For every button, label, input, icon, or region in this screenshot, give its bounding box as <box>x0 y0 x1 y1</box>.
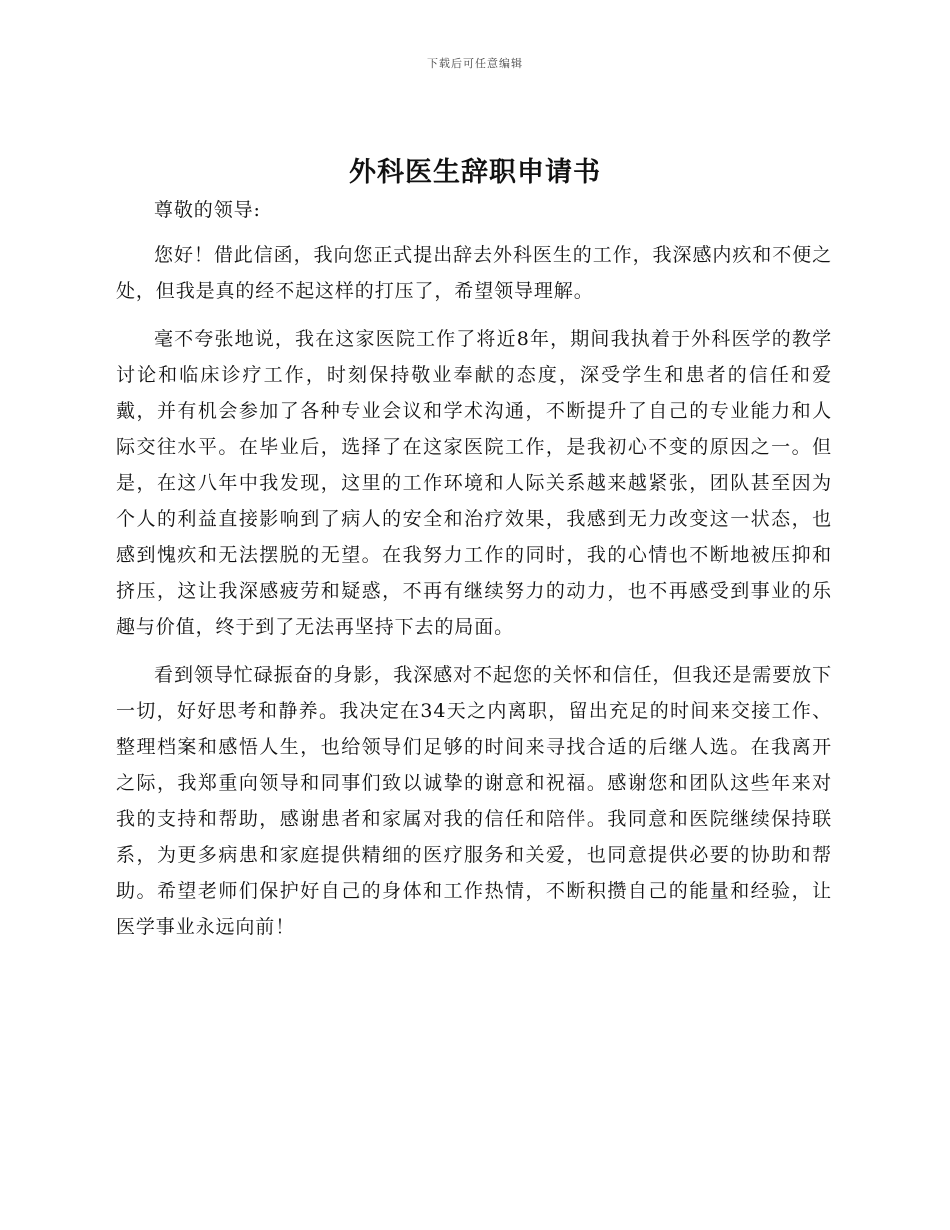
letter-body <box>116 196 832 957</box>
paragraph-background: 毫不夸张地说，我在这家医院工作了将近8年，期间我执着于外科医学的教学讨论和临床诊疗工作，时刻保持敬业奉献的态度，深受学生和患者的信任和爱戴，并有机会参加了各种专业会议和学术沟通，不断提升了自己的专业能力和人际交往水平。在毕业后，选择了在这家医院工作，是我初心不变的原因之一。但是，在这八年中我发现，这里的工作环境和人际关系越来越紧张，团队甚至因为个人的利益直接影响到了病人的安全和治疗效果，我感到无力改变这一状态，也感到愧疚和无法摆脱的无望。在我努力工作的同时，我的心情也不断地被压抑和挤压，这让我深感疲劳和疑惑，不再有继续努力的动力，也不再感受到事业的乐趣与价值，终于到了无法再坚持下去的局面。 <box>116 328 832 638</box>
document-title: 外科医生辞职申请书 <box>349 157 601 188</box>
paragraph-farewell: 看到领导忙碌振奋的身影，我深感对不起您的关怀和信任，但我还是需要放下一切，好好思考和静养。我决定在34天之内离职，留出充足的时间来交接工作、整理档案和感悟人生，也给领导们足够的时间来寻找合适的后继人选。在我离开之际，我郑重向领导和同事们致以诚挚的谢意和祝福。感谢您和团队这些年来对我的支持和帮助，感谢患者和家属对我的信任和陪伴。我同意和医院继续保持联系，为更多病患和家庭提供精细的医疗服务和关爱，也同意提供必要的协助和帮助。希望老师们保护好自己的身体和工作热情，不断积攒自己的能量和经验，让医学事业永远向前！ <box>116 664 832 938</box>
paragraph-greeting: 您好！借此信函，我向您正式提出辞去外科医生的工作，我深感内疚和不便之处，但我是真的经不起这样的打压了，希望领导理解。 <box>116 244 832 302</box>
salutation: 尊敬的领导: <box>154 199 261 221</box>
header-note: 下载后可任意编辑 <box>427 57 523 70</box>
